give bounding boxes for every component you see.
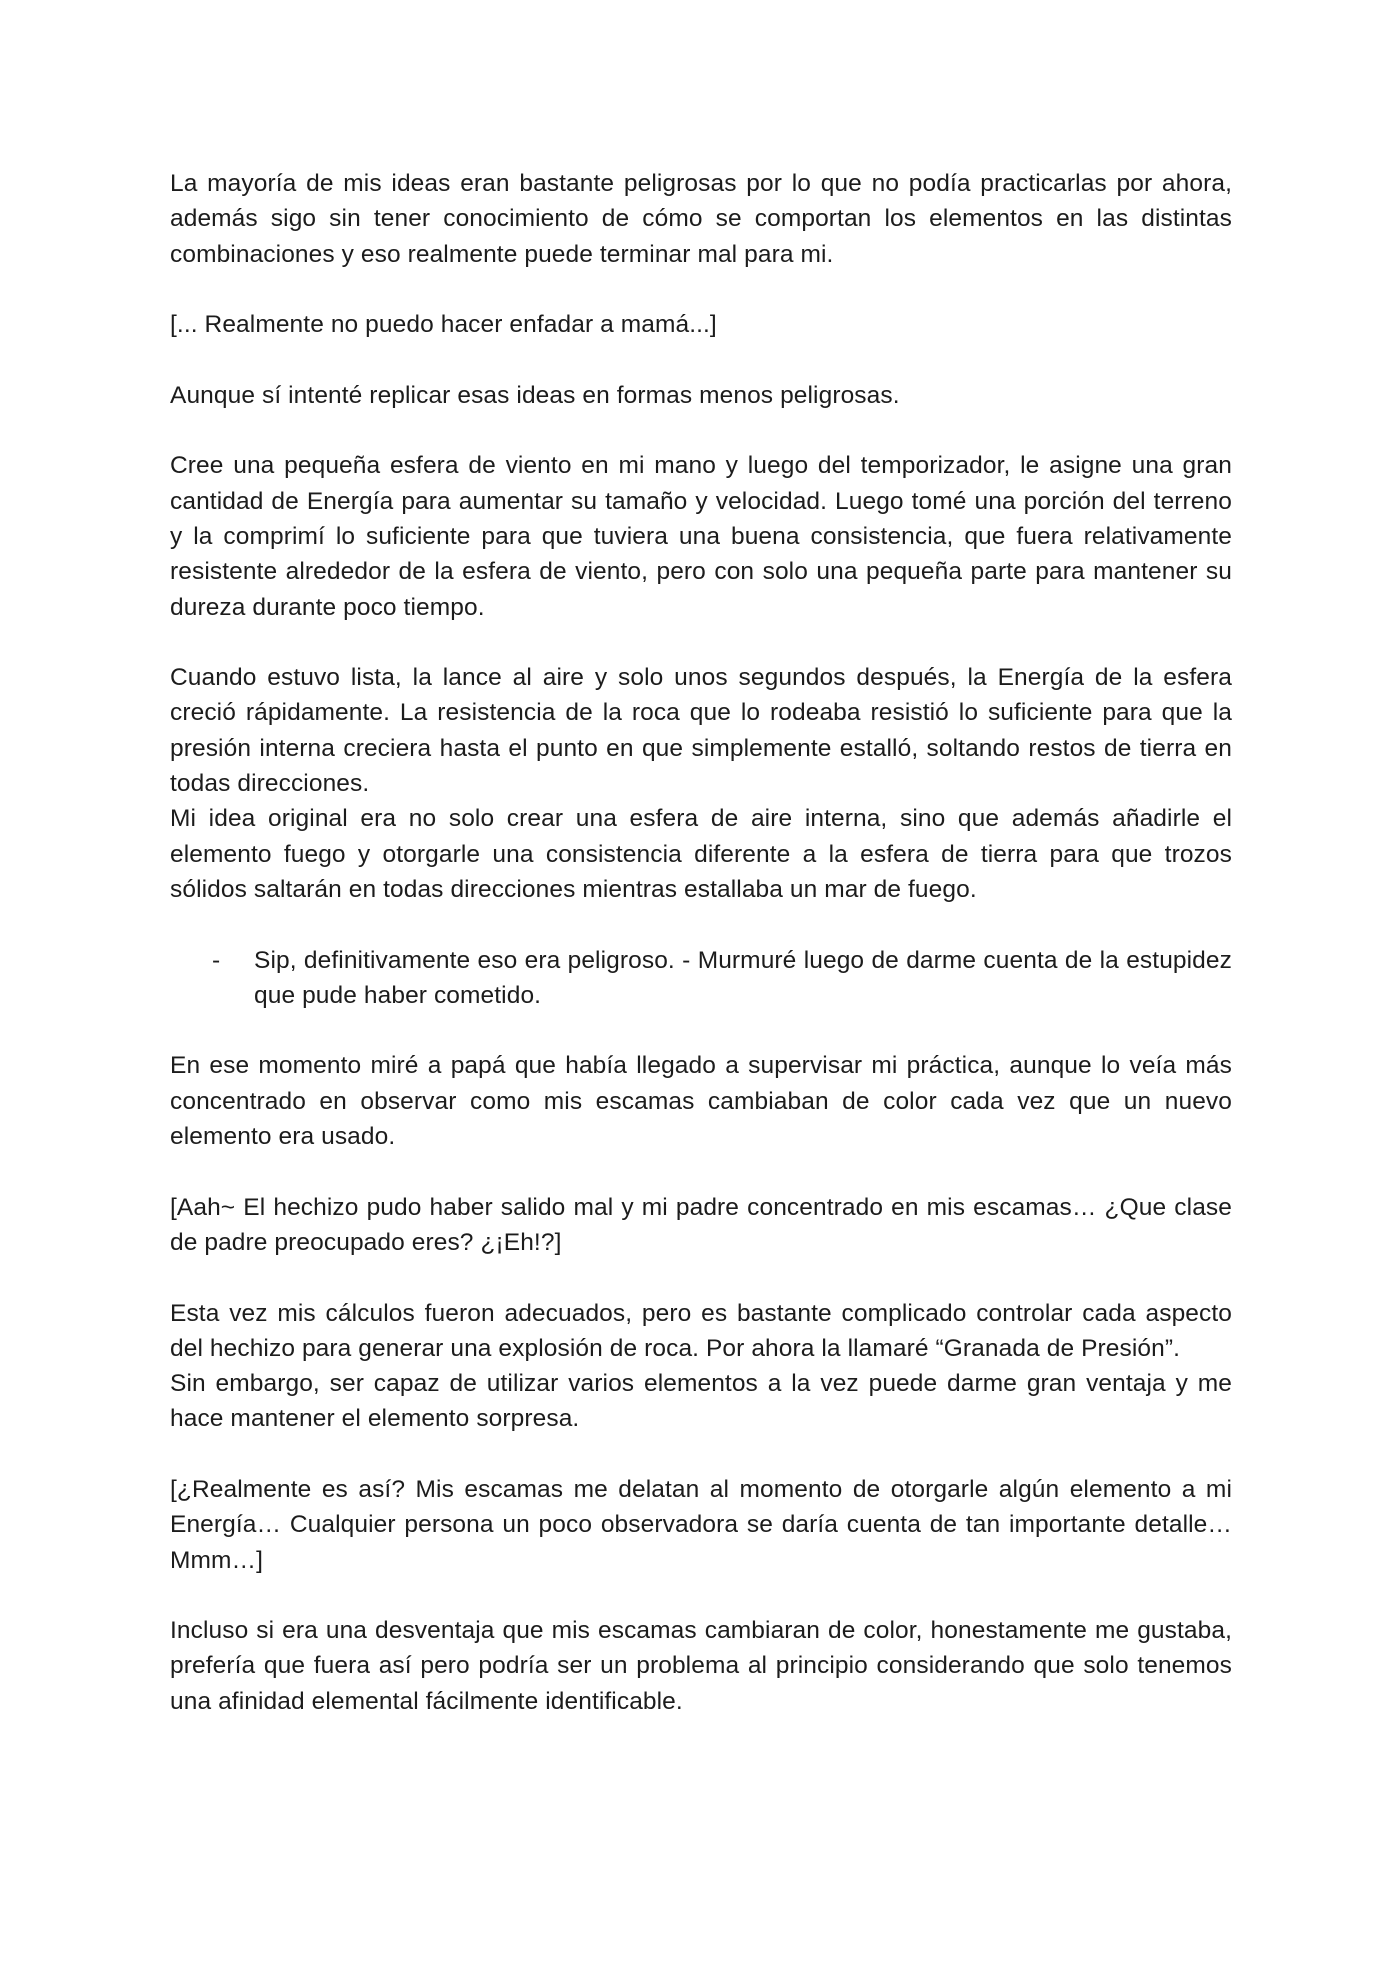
paragraph: Mi idea original era no solo crear una esfera de aire interna, sino que además añadirle el elemento fuego y otorgarle una consistencia diferente a la esfera de tierra para que trozos sólidos saltarán en todas direcciones mientras estallaba un mar de fuego.: [170, 805, 1232, 903]
paragraph: La mayoría de mis ideas eran bastante peligrosas por lo que no podía practicarlas por ahora, además sigo sin tener conocimiento de cómo se comportan los elementos en las distintas combinaciones y eso realmente puede terminar mal para mi.: [170, 170, 1232, 268]
dialogue-line: [170, 943, 1232, 1014]
paragraph: En ese momento miré a papá que había llegado a supervisar mi práctica, aunque lo veía más concentrado en observar como mis escamas cambiaban de color cada vez que un nuevo elemento era usado.: [170, 1052, 1232, 1151]
dialogue-dash: -: [212, 946, 221, 974]
thought-paragraph: [Aah~ El hechizo pudo haber salido mal y mi padre concentrado en mis escamas… ¿Que clase de padre preocupado eres? ¿¡Eh!?]: [170, 1193, 1232, 1256]
thought-paragraph: [... Realmente no puedo hacer enfadar a mamá...]: [170, 311, 717, 339]
dialogue-text: Sip, definitivamente eso era peligroso. - Murmuré luego de darme cuenta de la estupidez que pude haber cometido.: [254, 946, 1232, 1009]
paragraph: Incluso si era una desventaja que mis escamas cambiaran de color, honestamente me gustaba, prefería que fuera así pero podría ser un problema al principio considerando que solo tenemos una afinidad elemental fácilmente identificable.: [170, 1617, 1232, 1715]
paragraph: Esta vez mis cálculos fueron adecuados, pero es bastante complicado controlar cada aspecto del hechizo para generar una explosión de roca. Por ahora la llamaré “Granada de Presión”.: [170, 1299, 1232, 1362]
paragraph: Sin embargo, ser capaz de utilizar varios elementos a la vez puede darme gran ventaja y me hace mantener el elemento sorpresa.: [170, 1370, 1232, 1433]
paragraph: Cree una pequeña esfera de viento en mi mano y luego del temporizador, le asigne una gran cantidad de Energía para aumentar su tamaño y velocidad. Luego tomé una porción del terreno y la comprimí lo suficiente para que tuviera una buena consistencia, que fuera relativamente resistente alrededor de la esfera de viento, pero con solo una pequeña parte para mantener su dureza durante poco tiempo.: [170, 452, 1232, 621]
document-body: [170, 166, 1232, 1754]
paragraph: Aunque sí intenté replicar esas ideas en formas menos peligrosas.: [170, 381, 900, 409]
thought-paragraph: [¿Realmente es así? Mis escamas me delatan al momento de otorgarle algún elemento a mi Energía… Cualquier persona un poco observadora se daría cuenta de tan importante detalle… Mmm…]: [170, 1475, 1232, 1574]
paragraph: Cuando estuvo lista, la lance al aire y solo unos segundos después, la Energía de la esfera creció rápidamente. La resistencia de la roca que lo rodeaba resistió lo suficiente para que la presión interna creciera hasta el punto en que simplemente estalló, soltando restos de tierra en todas direcciones.: [170, 664, 1232, 798]
